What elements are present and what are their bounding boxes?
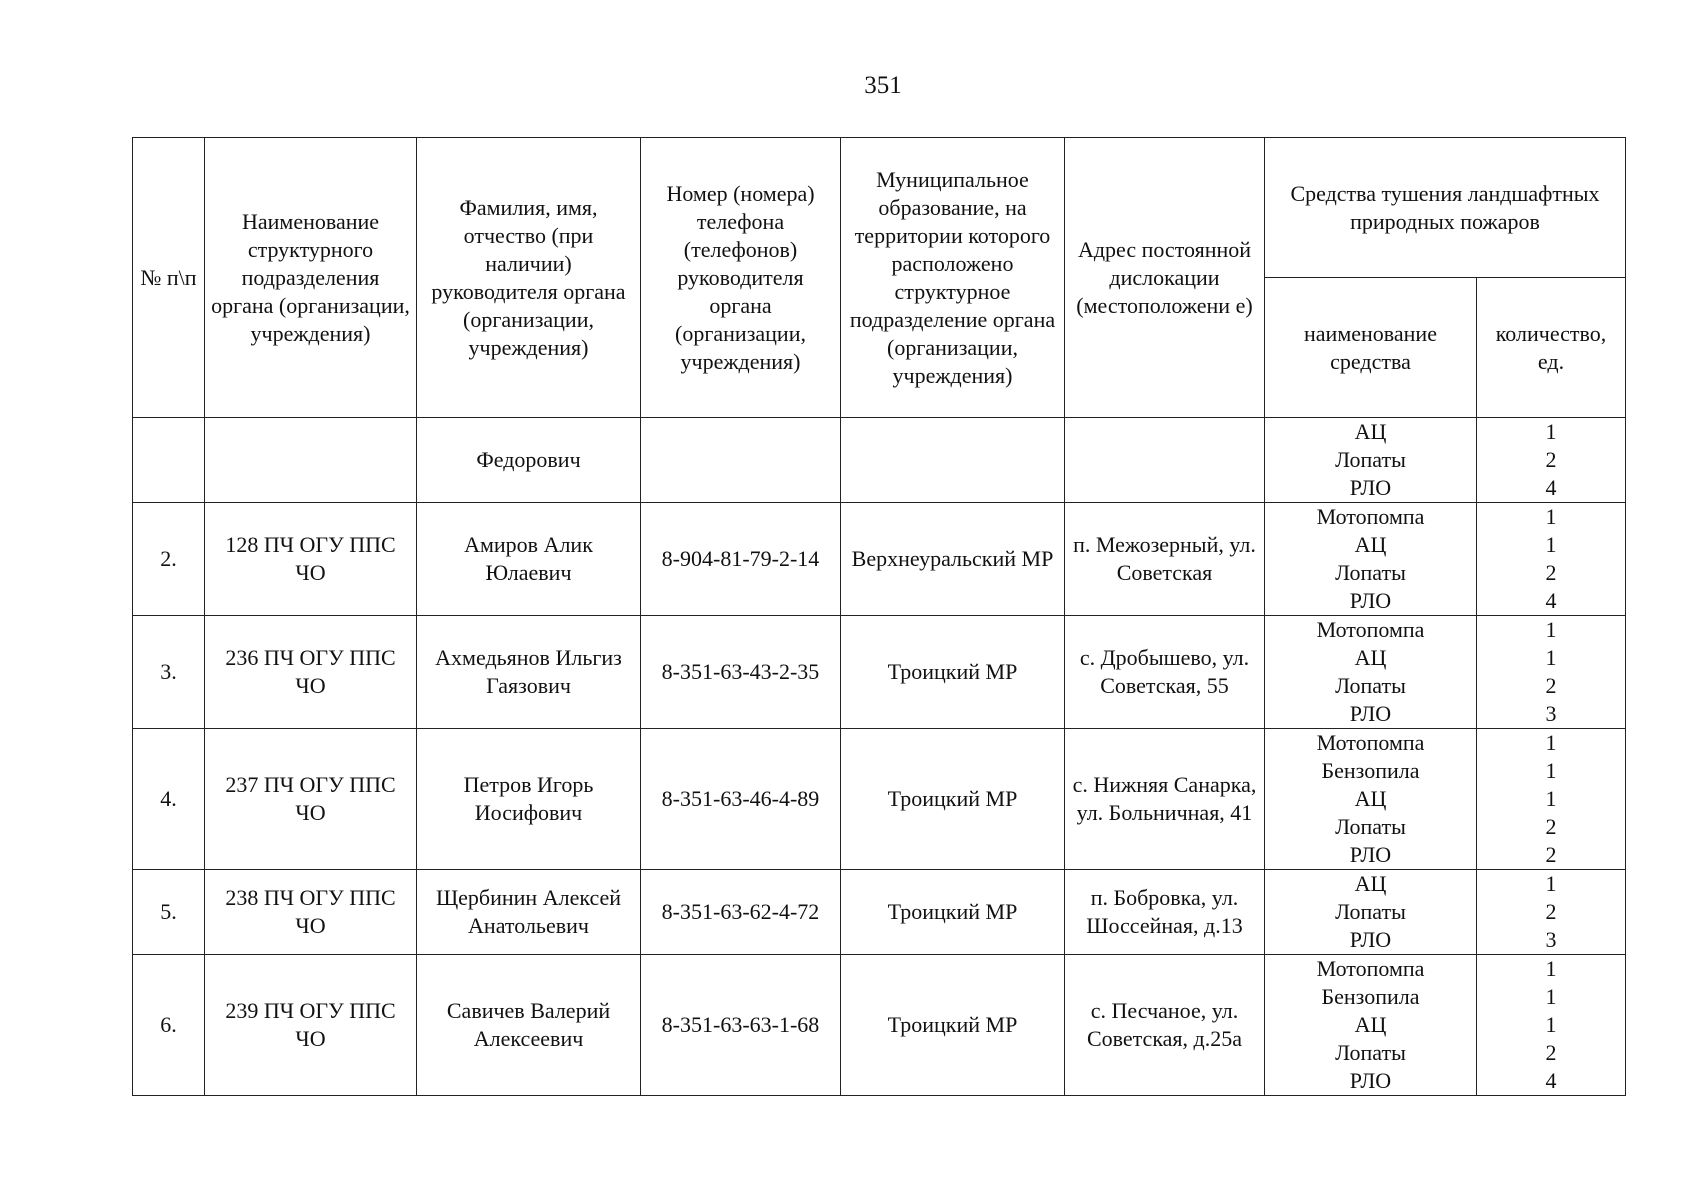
cell-unit: 237 ПЧ ОГУ ППС ЧО xyxy=(205,729,417,870)
cell-phone: 8-351-63-43-2-35 xyxy=(641,616,841,729)
cell-address xyxy=(1065,418,1265,503)
qty-item: 1 xyxy=(1545,1012,1557,1037)
cell-address: с. Нижняя Санарка, ул. Больничная, 41 xyxy=(1065,729,1265,870)
cell-num: 4. xyxy=(133,729,205,870)
qty-item: 4 xyxy=(1545,588,1557,613)
cell-qty xyxy=(1477,955,1626,1096)
cell-head: Федорович xyxy=(417,418,641,503)
qty-item: 2 xyxy=(1545,447,1557,472)
table-row xyxy=(133,503,1626,616)
means-item: АЦ xyxy=(1354,786,1387,811)
means-item: Лопаты xyxy=(1335,447,1406,472)
cell-unit: 238 ПЧ ОГУ ППС ЧО xyxy=(205,870,417,955)
means-item: РЛО xyxy=(1349,701,1392,726)
qty-item: 2 xyxy=(1545,560,1557,585)
qty-item: 4 xyxy=(1545,475,1557,500)
cell-unit: 128 ПЧ ОГУ ППС ЧО xyxy=(205,503,417,616)
means-item: АЦ xyxy=(1354,419,1387,444)
means-item: АЦ xyxy=(1354,532,1387,557)
qty-item: 2 xyxy=(1545,899,1557,924)
cell-head: Петров Игорь Иосифович xyxy=(417,729,641,870)
table-row xyxy=(133,729,1626,870)
cell-municipality: Троицкий МР xyxy=(841,729,1065,870)
cell-means xyxy=(1265,418,1477,503)
header-municipality: Муниципальное образование, на территории которого расположено структурное подразделение органа (организации, учреждения) xyxy=(841,138,1065,418)
cell-means xyxy=(1265,616,1477,729)
cell-address: п. Межозерный, ул. Советская xyxy=(1065,503,1265,616)
qty-item: 3 xyxy=(1545,927,1557,952)
means-item: РЛО xyxy=(1349,1068,1392,1093)
means-item: Бензопила xyxy=(1321,984,1420,1009)
cell-qty xyxy=(1477,418,1626,503)
means-item: Лопаты xyxy=(1335,899,1406,924)
means-item: Лопаты xyxy=(1335,1040,1406,1065)
qty-item: 1 xyxy=(1545,758,1557,783)
cell-num: 6. xyxy=(133,955,205,1096)
qty-item: 1 xyxy=(1545,504,1557,529)
means-item: Мотопомпа xyxy=(1316,504,1425,529)
cell-unit xyxy=(205,418,417,503)
cell-qty xyxy=(1477,616,1626,729)
qty-item: 1 xyxy=(1545,984,1557,1009)
means-item: РЛО xyxy=(1349,927,1392,952)
qty-item: 1 xyxy=(1545,645,1557,670)
cell-num: 5. xyxy=(133,870,205,955)
qty-item: 2 xyxy=(1545,842,1557,867)
cell-num: 2. xyxy=(133,503,205,616)
table-row xyxy=(133,870,1626,955)
header-means-name: наименование средства xyxy=(1265,278,1477,418)
header-address: Адрес постоянной дислокации (местоположени е) xyxy=(1065,138,1265,418)
means-item: Лопаты xyxy=(1335,560,1406,585)
cell-unit: 236 ПЧ ОГУ ППС ЧО xyxy=(205,616,417,729)
qty-item: 1 xyxy=(1545,730,1557,755)
fire-units-table xyxy=(132,137,1626,1096)
cell-means xyxy=(1265,870,1477,955)
cell-head: Савичев Валерий Алексеевич xyxy=(417,955,641,1096)
qty-item: 1 xyxy=(1545,617,1557,642)
table-row xyxy=(133,616,1626,729)
cell-head: Амиров Алик Юлаевич xyxy=(417,503,641,616)
table-row xyxy=(133,418,1626,503)
means-item: АЦ xyxy=(1354,871,1387,896)
means-item: АЦ xyxy=(1354,1012,1387,1037)
cell-address: п. Бобровка, ул. Шоссейная, д.13 xyxy=(1065,870,1265,955)
header-num: № п\п xyxy=(133,138,205,418)
means-item: Мотопомпа xyxy=(1316,617,1425,642)
qty-item: 1 xyxy=(1545,956,1557,981)
qty-item: 3 xyxy=(1545,701,1557,726)
cell-num xyxy=(133,418,205,503)
means-item: Лопаты xyxy=(1335,673,1406,698)
table-body xyxy=(133,418,1626,1096)
means-item: РЛО xyxy=(1349,475,1392,500)
qty-item: 1 xyxy=(1545,532,1557,557)
cell-means xyxy=(1265,955,1477,1096)
table-row xyxy=(133,955,1626,1096)
cell-address: с. Дробышево, ул. Советская, 55 xyxy=(1065,616,1265,729)
header-head: Фамилия, имя, отчество (при наличии) руководителя органа (организации, учреждения) xyxy=(417,138,641,418)
qty-item: 2 xyxy=(1545,673,1557,698)
means-item: Мотопомпа xyxy=(1316,730,1425,755)
means-item: РЛО xyxy=(1349,842,1392,867)
means-item: РЛО xyxy=(1349,588,1392,613)
means-item: Лопаты xyxy=(1335,814,1406,839)
cell-phone: 8-351-63-63-1-68 xyxy=(641,955,841,1096)
cell-num: 3. xyxy=(133,616,205,729)
cell-municipality xyxy=(841,418,1065,503)
header-phone: Номер (номера) телефона (телефонов) руководителя органа (организации, учреждения) xyxy=(641,138,841,418)
qty-item: 4 xyxy=(1545,1068,1557,1093)
header-means-group: Средства тушения ландшафтных природных пожаров xyxy=(1265,138,1626,278)
cell-unit: 239 ПЧ ОГУ ППС ЧО xyxy=(205,955,417,1096)
cell-qty xyxy=(1477,503,1626,616)
cell-phone: 8-904-81-79-2-14 xyxy=(641,503,841,616)
qty-item: 2 xyxy=(1545,1040,1557,1065)
cell-phone xyxy=(641,418,841,503)
cell-municipality: Троицкий МР xyxy=(841,870,1065,955)
means-item: Мотопомпа xyxy=(1316,956,1425,981)
table-header xyxy=(133,138,1626,418)
qty-item: 2 xyxy=(1545,814,1557,839)
cell-head: Щербинин Алексей Анатольевич xyxy=(417,870,641,955)
cell-phone: 8-351-63-62-4-72 xyxy=(641,870,841,955)
cell-qty xyxy=(1477,729,1626,870)
qty-item: 1 xyxy=(1545,419,1557,444)
qty-item: 1 xyxy=(1545,871,1557,896)
means-item: Бензопила xyxy=(1321,758,1420,783)
header-means-qty: количество, ед. xyxy=(1477,278,1626,418)
cell-means xyxy=(1265,729,1477,870)
cell-address: с. Песчаное, ул. Советская, д.25а xyxy=(1065,955,1265,1096)
means-item: АЦ xyxy=(1354,645,1387,670)
header-unit: Наименование структурного подразделения органа (организации, учреждения) xyxy=(205,138,417,418)
qty-item: 1 xyxy=(1545,786,1557,811)
cell-qty xyxy=(1477,870,1626,955)
cell-municipality: Троицкий МР xyxy=(841,955,1065,1096)
cell-head: Ахмедьянов Ильгиз Гаязович xyxy=(417,616,641,729)
cell-municipality: Верхнеуральский МР xyxy=(841,503,1065,616)
cell-phone: 8-351-63-46-4-89 xyxy=(641,729,841,870)
page-number: 351 xyxy=(864,72,902,99)
cell-municipality: Троицкий МР xyxy=(841,616,1065,729)
cell-means xyxy=(1265,503,1477,616)
